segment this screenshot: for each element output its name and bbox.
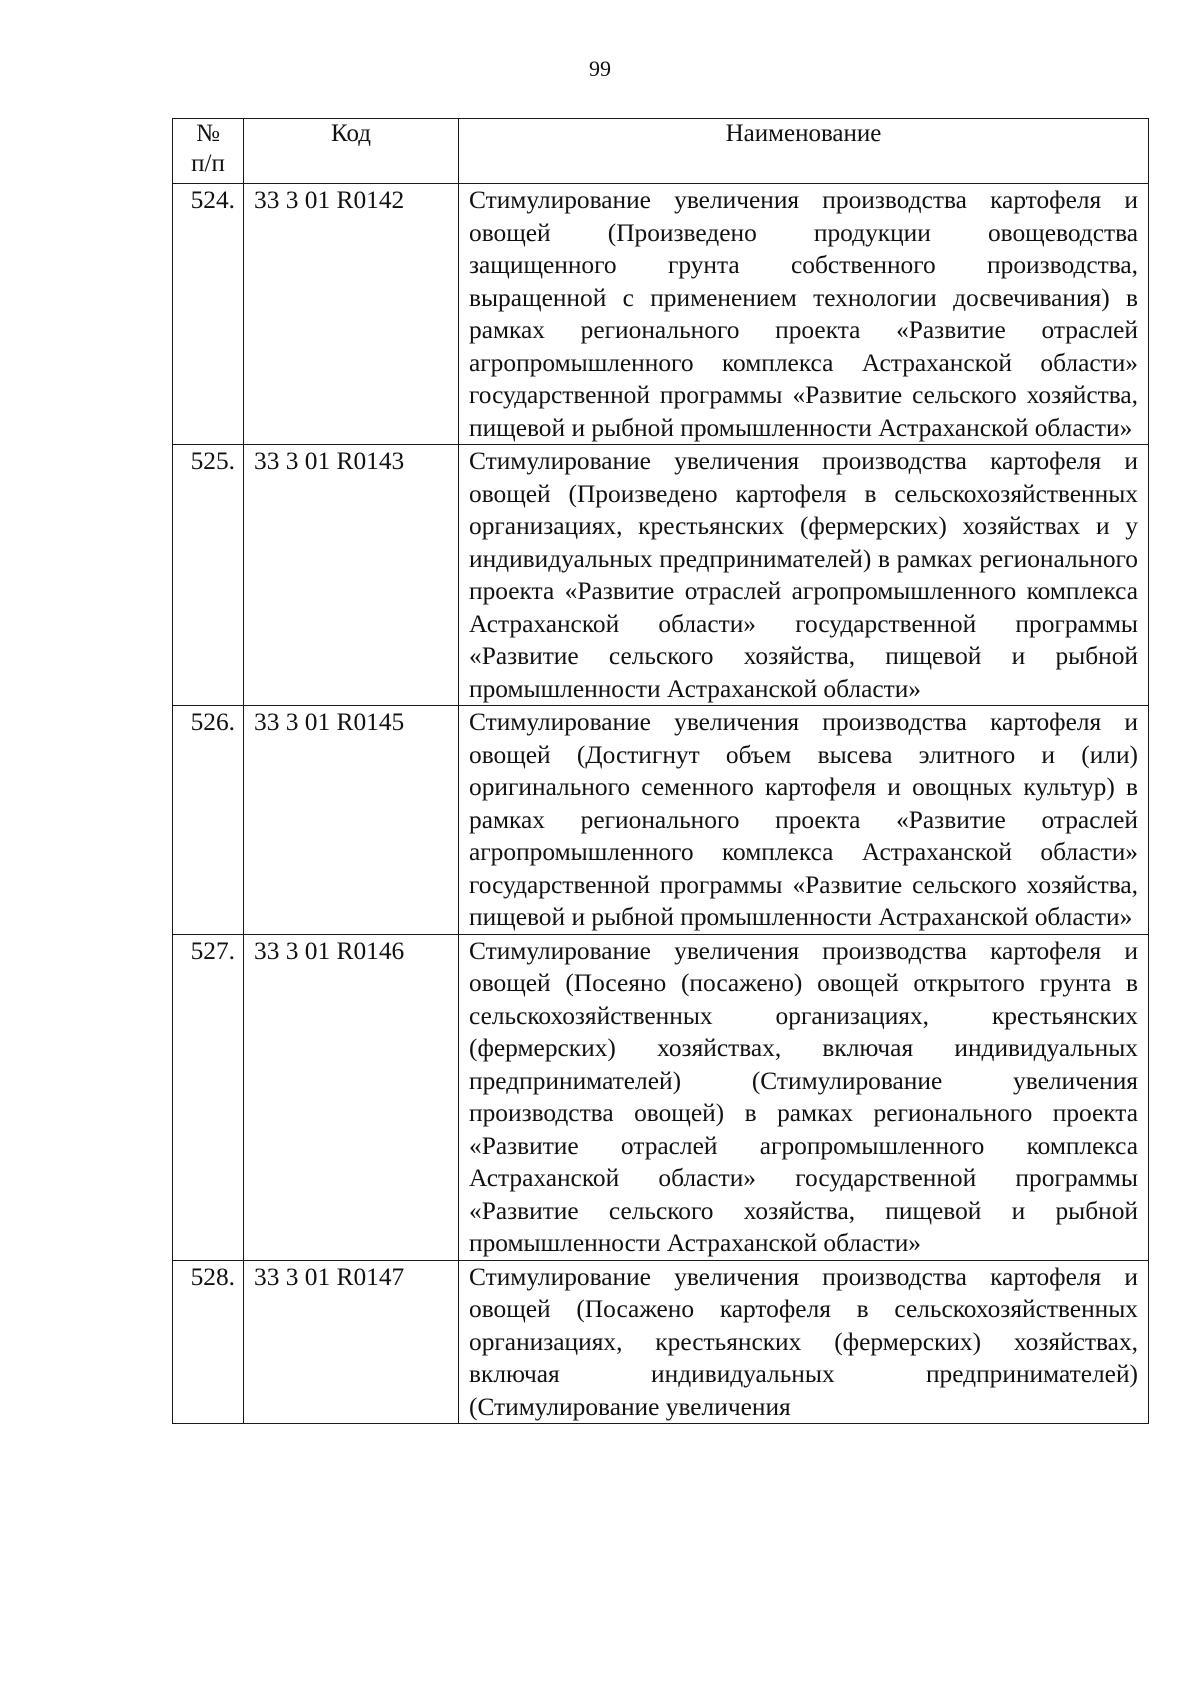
table-row [173,934,1149,1260]
row-name: Стимулирование увеличения производства картофеля и овощей (Посажено картофеля в сельскохозяйственных организациях, крестьянских (фермерских) хозяйствах, включая индивидуальных предпринимателей) (Стимулирование увеличения [459,1260,1149,1424]
row-code: 33 3 01 R0142 [244,184,459,445]
row-name: Стимулирование увеличения производства картофеля и овощей (Произведено продукции овощеводства защищенного грунта собственного производства, выращенной с применением технологии досвечивания) в рамках регионального проекта «Развитие отраслей агропромышленного комплекса Астраханской области» государственной программы «Развитие сельского хозяйства, пищевой и рыбной промышленности Астраханской области» [459,184,1149,445]
row-number: 527. [173,934,244,1260]
page-number: 99 [589,56,611,81]
row-name: Стимулирование увеличения производства картофеля и овощей (Достигнут объем высева элитного и (или) оригинального семенного картофеля и овощных культур) в рамках регионального проекта «Развитие отраслей агропромышленного комплекса Астраханской области» государственной программы «Развитие сельского хозяйства, пищевой и рыбной промышленности Астраханской области» [459,706,1149,935]
codes-table [172,118,1149,1424]
row-name: Стимулирование увеличения производства картофеля и овощей (Посеяно (посажено) овощей открытого грунта в сельскохозяйственных организациях, крестьянских (фермерских) хозяйствах, включая индивидуальных предпринимателей) (Стимулирование увеличения производства овощей) в рамках регионального проекта «Развитие отраслей агропромышленного комплекса Астраханской области» государственной программы «Развитие сельского хозяйства, пищевой и рыбной промышленности Астраханской области» [459,934,1149,1260]
row-code: 33 3 01 R0145 [244,706,459,935]
table-row [173,184,1149,445]
row-number: 526. [173,706,244,935]
row-code: 33 3 01 R0146 [244,934,459,1260]
header-code-label: Код [331,120,371,147]
table-row [173,1260,1149,1424]
table-row [173,445,1149,706]
row-number: 528. [173,1260,244,1424]
row-code: 33 3 01 R0147 [244,1260,459,1424]
header-num-label: № п/п [191,120,225,177]
header-name-label: Наименование [725,120,882,147]
header-num [173,119,244,184]
row-code: 33 3 01 R0143 [244,445,459,706]
table-row [173,706,1149,935]
header-name [459,119,1149,184]
row-name: Стимулирование увеличения производства картофеля и овощей (Произведено картофеля в сельскохозяйственных организациях, крестьянских (фермерских) хозяйствах и у индивидуальных предпринимателей) в рамках регионального проекта «Развитие отраслей агропромышленного комплекса Астраханской области» государственной программы «Развитие сельского хозяйства, пищевой и рыбной промышленности Астраханской области» [459,445,1149,706]
row-number: 525. [173,445,244,706]
table-header-row [173,119,1149,184]
header-code [244,119,459,184]
row-number: 524. [173,184,244,445]
